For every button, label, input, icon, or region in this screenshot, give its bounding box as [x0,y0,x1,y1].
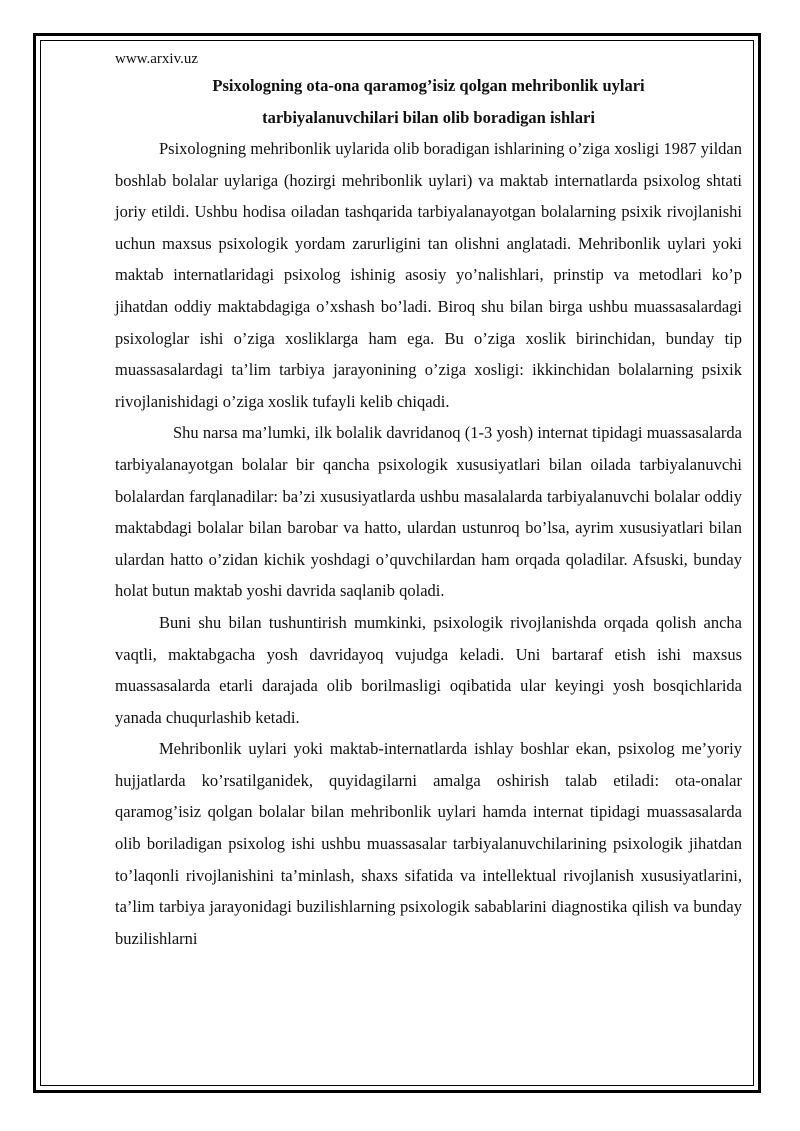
site-url: www.arxiv.uz [115,51,199,67]
paragraph: Psixologning mehribonlik uylarida olib boradigan ishlarining o’ziga xosligi 1987 yildan boshlab bolalar uylariga (hozirgi mehribonlik uylari) va maktab internatlarda psixolog shtati joriy etildi. Ushbu hodisa oiladan tashqarida tarbiyalanayotgan bolalarning psixik rivojlanishi uchun maxsus psixologik yordam zarurligini tan olishni anglatadi. Mehribonlik uylari yoki maktab internatlaridagi psixolog ishinig asosiy yo’nalishlari, prinstip va metodlari ko’p jihatdan oddiy maktabdagiga o’xshash bo’ladi. Biroq shu bilan birga ushbu muassasalardagi psixologlar ishi o’ziga xosliklarga ham ega. Bu o’ziga xoslik birinchidan, bunday tip muassasalardagi ta’lim tarbiya jarayonining o’ziga xosligi: ikkinchidan bolalarning psixik rivojlanishidagi o’ziga xoslik tufayli kelib chiqadi. [115,139,742,411]
document-title-line-2: tarbiyalanuvchilari bilan olib boradigan ishlari [262,107,595,127]
paragraph: Shu narsa ma’lumki, ilk bolalik davridanoq (1-3 yosh) internat tipidagi muassasalarda tarbiyalanayotgan bolalar bir qancha psixologik xususiyatlari bilan oilada tarbiyalanuvchi bolalardan farqlanadilar: ba’zi xususiyatlarda ushbu masalalarda tarbiyalanuvchi bolalar oddiy maktabdagi bolalar bilan barobar va hatto, ulardan ustunroq bo’lsa, ayrim xususiyatlari bilan ulardan hatto o’zidan kichik yoshdagi o’quvchilardan ham orqada qoladilar. Afsuski, bunday holat butun maktab yoshi davrida saqlanib qoladi. [115,423,742,601]
document-title-line-1: Psixologning ota-ona qaramog’isiz qolgan mehribonlik uylari [212,76,645,95]
paragraph: Mehribonlik uylari yoki maktab-internatlarda ishlay boshlar ekan, psixolog me’yoriy hujjatlarda ko’rsatilganidek, quyidagilarni amalga oshirish talab etiladi: ota-onalar qaramog’isiz qolgan bolalar bilan mehribonlik uylari hamda internat tipidagi muassasalarda olib boriladigan psixolog ishi ushbu muassasalar tarbiyalanuvchilarining psixologik jihatdan to’laqonli rivojlanishini ta’minlash, shaxs sifatida va intellektual rivojlanish xususiyatlarini, ta’lim tarbiya jarayonidagi buzilishlarning psixologik sabablarini diagnostika qilish va bunday buzilishlarni [115,739,742,948]
document-body [115,48,742,954]
paragraph: Buni shu bilan tushuntirish mumkinki, psixologik rivojlanishda orqada qolish ancha vaqtli, maktabgacha yosh davridayoq vujudga keladi. Uni bartaraf etish ishi maxsus muassasalarda etarli darajada olib borilmasligi oqibatida ular keyingi yosh bosqichlarida yanada chuqurlashib ketadi. [115,612,742,727]
